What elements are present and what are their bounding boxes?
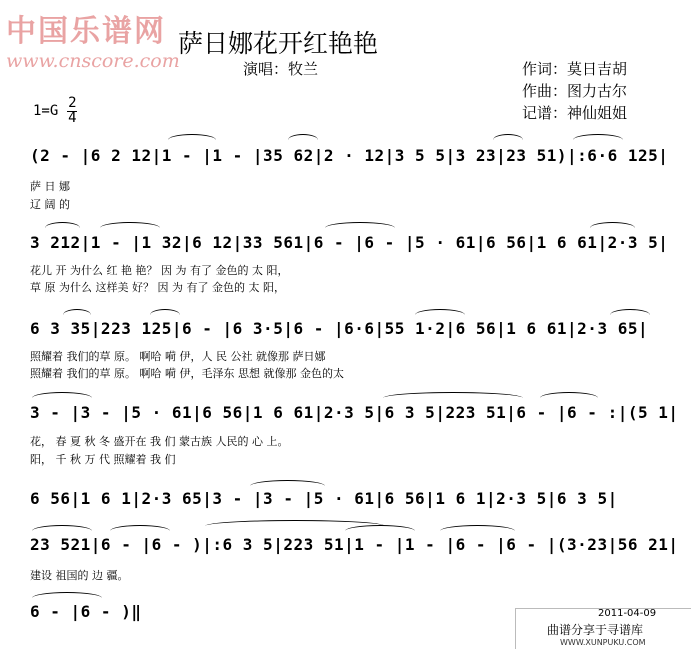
lyric-line: 建设 祖国的 边 疆。 xyxy=(30,569,129,582)
slur xyxy=(325,222,395,228)
footer-share-text: 曲谱分享于寻谱库 xyxy=(547,623,644,637)
slur xyxy=(540,392,598,398)
footer-url: WWW.XUNPUKU.COM xyxy=(560,638,646,647)
slur xyxy=(45,222,80,228)
slur xyxy=(32,592,102,598)
transcription-date: 2011-04-09 xyxy=(598,608,657,619)
slur xyxy=(493,134,523,140)
slur xyxy=(110,525,170,531)
key-and-meter xyxy=(33,97,77,125)
time-signature xyxy=(67,97,77,125)
slur xyxy=(440,525,515,531)
slur xyxy=(590,222,635,228)
lyric-line: 阳， 千 秋 万 代 照耀着 我 们 xyxy=(30,453,176,466)
slur xyxy=(250,480,325,486)
slur xyxy=(573,134,623,140)
slur xyxy=(345,525,415,531)
watermark-url: www.cnscore.com xyxy=(6,50,180,72)
time-signature-bottom: 4 xyxy=(68,110,77,126)
score-line: 3 212|1 - |1 32|6 12|33 561|6 - |6 - |5 · 61|6 56|1 6 61|2·3 5| xyxy=(30,233,669,252)
slur xyxy=(610,309,650,315)
slur xyxy=(383,392,523,398)
singer-credit: 演唱：牧兰 xyxy=(243,60,319,78)
slur xyxy=(415,309,465,315)
lyric-line: 草 原 为什么 这样美 好？ 因 为 有了 金色的 太 阳， xyxy=(30,281,285,294)
slur xyxy=(288,134,318,140)
time-signature-top: 2 xyxy=(68,95,77,111)
lyricist-credit: 作词：莫日吉胡 xyxy=(522,60,628,78)
lyric-line: 花儿 开 为什么 红 艳 艳？ 因 为 有了 金色的 太 阳， xyxy=(30,264,289,277)
slur xyxy=(205,520,385,526)
score-line: 6 56|1 6 1|2·3 65|3 - |3 - |5 · 61|6 56|1 6 1|2·3 5|6 3 5| xyxy=(30,489,618,508)
score-line: 3 - |3 - |5 · 61|6 56|1 6 61|2·3 5|6 3 5|223 51|6 - |6 - :|(5 1| xyxy=(30,403,679,422)
composer-credit: 作曲：图力古尔 xyxy=(522,82,628,100)
lyric-line: 照耀着 我们的草 原。 啊哈 嗬 伊，毛泽东 思想 就像那 金色的太 xyxy=(30,367,344,380)
lyric-line: 辽 阔 的 xyxy=(30,198,70,211)
slur xyxy=(168,134,216,140)
lyric-line: 照耀着 我们的草 原。 啊哈 嗬 伊，人 民 公社 就像那 萨日娜 xyxy=(30,350,326,363)
watermark-site-name: 中国乐谱网 xyxy=(6,14,166,49)
lyric-line: 萨 日 娜 xyxy=(30,180,70,193)
lyric-line: 花， 春 夏 秋 冬 盛开在 我 们 蒙古族 人民的 心 上。 xyxy=(30,435,289,448)
slur xyxy=(63,309,91,315)
song-title: 萨日娜花开红艳艳 xyxy=(178,29,379,58)
slur xyxy=(150,309,180,315)
transcriber-credit: 记谱：神仙姐姐 xyxy=(522,104,628,122)
slur xyxy=(32,392,92,398)
score-line: 6 3 35|223 125|6 - |6 3·5|6 - |6·6|55 1·2|6 56|1 6 61|2·3 65| xyxy=(30,319,649,338)
score-line: 6 - |6 - )‖ xyxy=(30,602,142,621)
slur xyxy=(32,525,92,531)
score-line: (2 - |6 2 12|1 - |1 - |35 62|2 · 12|3 5 5|3 23|23 51)|:6·6 125| xyxy=(30,146,669,165)
slur xyxy=(100,222,160,228)
score-line: 23 521|6 - |6 - )|:6 3 5|223 51|1 - |1 - |6 - |6 - |(3·23|56 21| xyxy=(30,535,679,554)
key-signature: 1=G xyxy=(33,103,59,119)
